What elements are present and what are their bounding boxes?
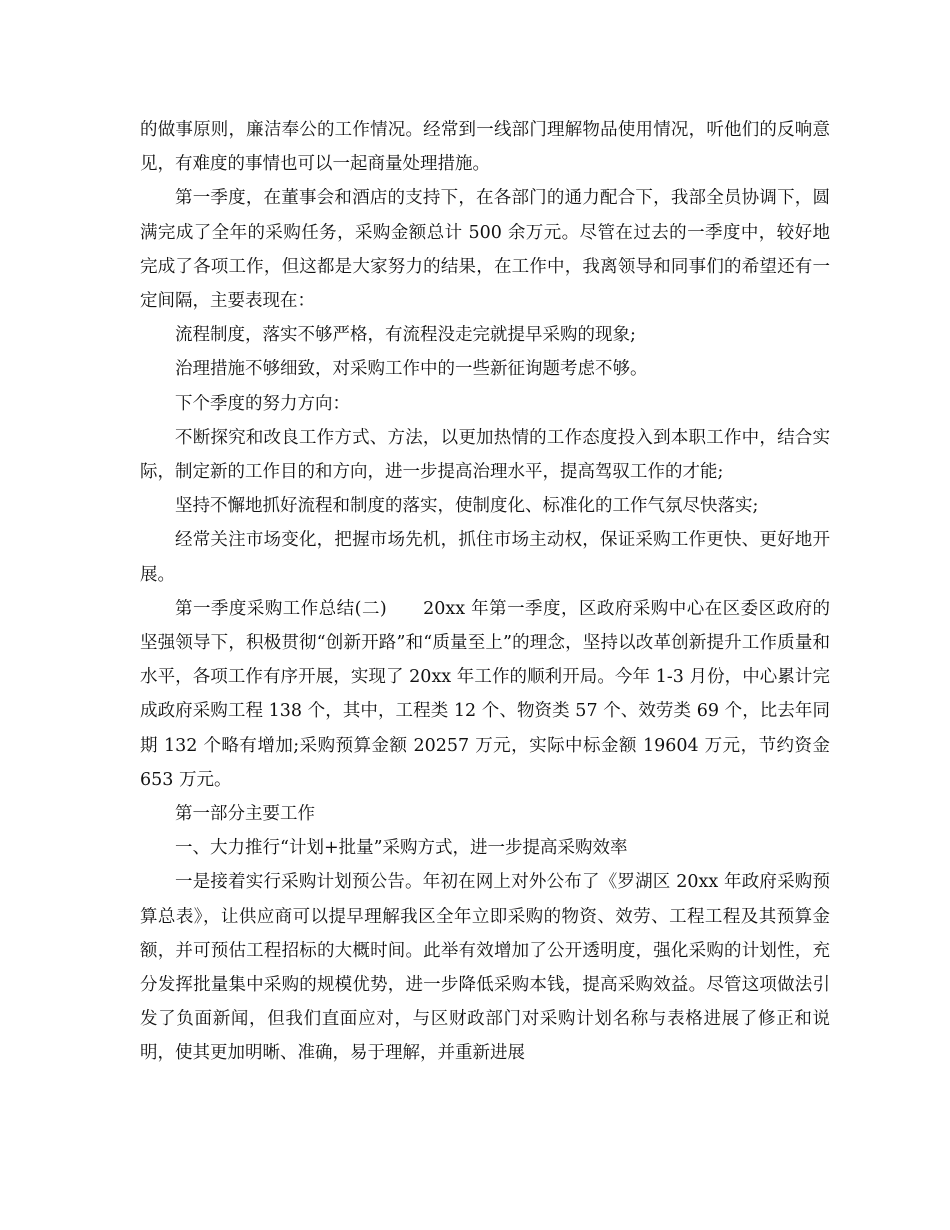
paragraph: 第一季度采购工作总结(二) 20xx 年第一季度，区政府采购中心在区委区政府的坚强领导下，积极贯彻“创新开路”和“质量至上”的理念，坚持以改革创新提升工作质量和水平，各项工作有序开展，实现了 20xx 年工作的顺利开局。今年 1-3 月份，中心累计完成政府采购工程 138 个，其中，工程类 12 个、物资类 57 个、效劳类 69 个，比去年同期 132 个略有增加;采购预算金额 20257 万元，实际中标金额 19604 万元，节约资金 653 万元。 bbox=[140, 598, 836, 790]
paragraph: 坚持不懈地抓好流程和制度的落实，使制度化、标准化的工作气氛尽快落实; bbox=[175, 496, 759, 517]
paragraph: 治理措施不够细致，对采购工作中的一些新征询题考虑不够。 bbox=[175, 359, 648, 380]
paragraph: 第一季度，在董事会和酒店的支持下，在各部门的通力配合下，我部全员协调下，圆满完成了全年的采购任务，采购金额总计 500 余万元。尽管在过去的一季度中，较好地完成了各项工作，但这都是大家努力的结果，在工作中，我离领导和同事们的希望还有一定间隔，主要表现在： bbox=[140, 188, 830, 312]
paragraph: 经常关注市场变化，把握市场先机，抓住市场主动权，保证采购工作更快、更好地开展。 bbox=[140, 530, 830, 585]
document-body bbox=[140, 113, 836, 1071]
paragraph: 一是接着实行采购计划预公告。年初在网上对外公布了《罗湖区 20xx 年政府采购预算总表》，让供应商可以提早理解我区全年立即采购的物资、效劳、工程工程及其预算金额，并可预估工程招标的大概时间。此举有效增加了公开透明度，强化采购的计划性，充分发挥批量集中采购的规模优势，进一步降低采购本钱，提高采购效益。尽管这项做法引发了负面新闻，但我们直面应对，与区财政部门对采购计划名称与表格进展了修正和说明，使其更加明晰、准确，易于理解，并重新进展 bbox=[140, 872, 830, 1064]
section-heading: 一、大力推行“计划+批量”采购方式，进一步提高采购效率 bbox=[175, 838, 628, 859]
section-heading: 下个季度的努力方向： bbox=[175, 393, 350, 414]
paragraph: 的做事原则，廉洁奉公的工作情况。经常到一线部门理解物品使用情况，听他们的反响意见，有难度的事情也可以一起商量处理措施。 bbox=[140, 120, 830, 175]
paragraph: 流程制度，落实不够严格，有流程没走完就提早采购的现象; bbox=[175, 325, 636, 346]
section-heading: 第一部分主要工作 bbox=[175, 804, 315, 825]
paragraph: 不断探究和改良工作方式、方法，以更加热情的工作态度投入到本职工作中，结合实际，制定新的工作目的和方向，进一步提高治理水平，提高驾驭工作的才能; bbox=[140, 427, 830, 483]
